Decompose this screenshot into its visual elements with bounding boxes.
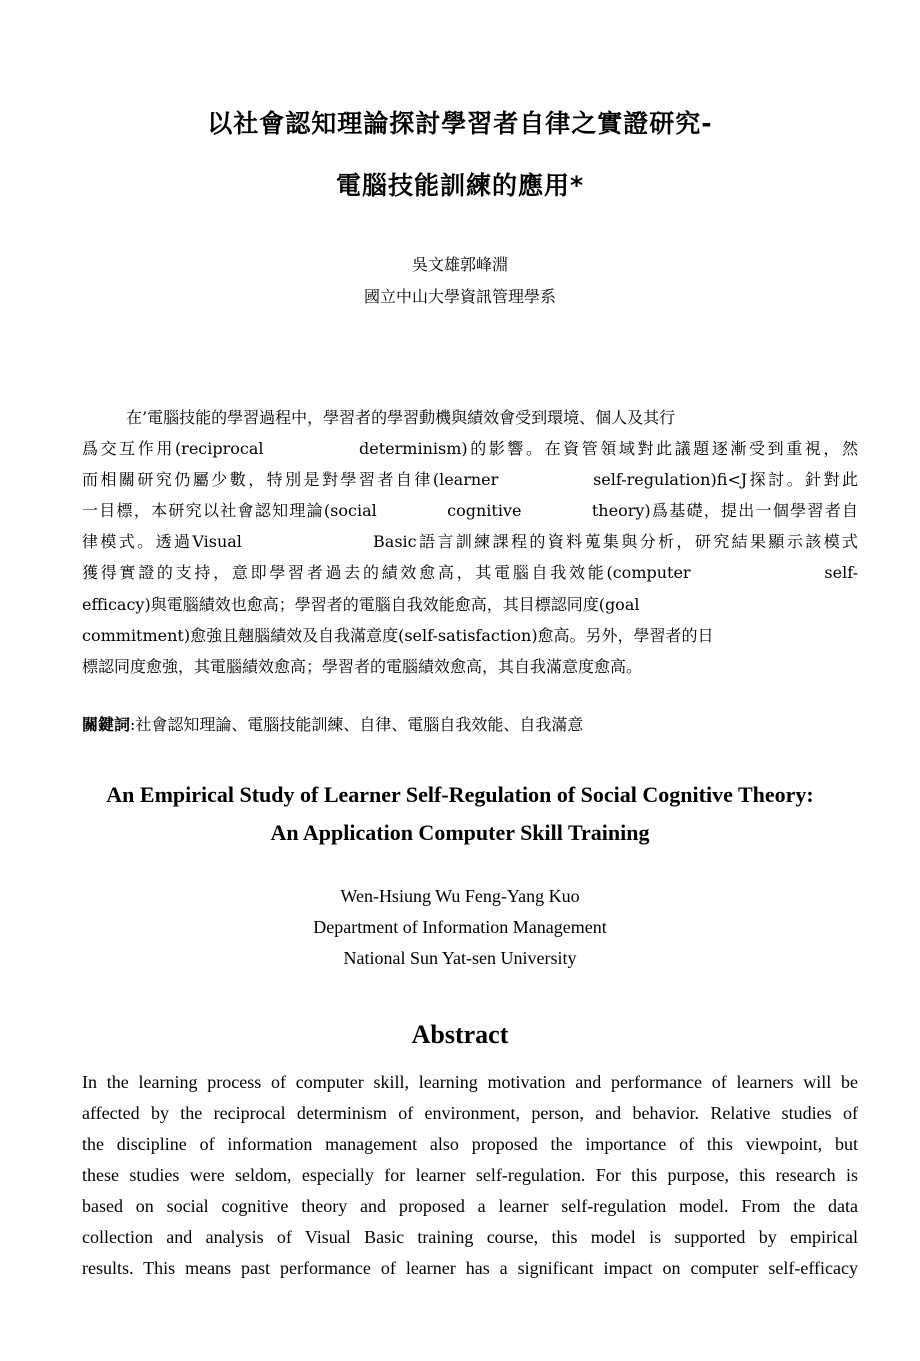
english-authors: Wen-Hsiung Wu Feng-Yang Kuo: [340, 886, 580, 906]
chinese-title-line-1: 以社會認知理論探討學習者自律之實證研究-: [207, 109, 713, 138]
english-title-line-2: An Application Computer Skill Training: [270, 820, 650, 845]
english-abstract-line: based on social cognitive theory and proposed a learner self-regulation model. From the data: [82, 1196, 858, 1216]
chinese-affiliation: 國立中山大學資訊管理學系: [363, 287, 556, 306]
english-abstract-line: these studies were seldom, especially for learner self-regulation. For this purpose, this research is: [82, 1165, 858, 1185]
english-abstract-line: In the learning process of computer skill, learning motivation and performance of learners will be: [82, 1072, 858, 1092]
chinese-abstract-line: 而相關研究仍屬少數，特別是對學習者自律(learner self-regulation)fi<J探討。針對此: [82, 470, 858, 490]
chinese-abstract-line: 一目標，本研究以社會認知理論(social cognitive theory)爲基礎，提出一個學習者自: [82, 501, 858, 521]
keywords: [82, 712, 583, 735]
chinese-abstract-line: 爲交互作用(reciprocal determinism)的影響。在資管領域對此議題逐漸受到重視，然: [82, 439, 858, 459]
english-abstract-line: results. This means past performance of learner has a significant impact on computer self-efficacy: [82, 1258, 858, 1278]
english-abstract: [82, 1067, 858, 1284]
chinese-abstract: [82, 402, 858, 682]
chinese-authors: 吳文雄郭峰淵: [411, 255, 508, 274]
english-department: Department of Information Management: [313, 917, 607, 937]
keywords-label: 關鍵詞: [82, 715, 131, 734]
chinese-abstract-line: 在’電腦技能的學習過程中，學習者的學習動機與績效會受到環境、個人及其行: [126, 408, 676, 427]
chinese-abstract-line: efficacy)與電腦績效也愈高；學習者的電腦自我效能愈高，其目標認同度(goal: [82, 594, 640, 614]
keywords-separator: :: [130, 715, 136, 734]
english-abstract-line: the discipline of information management also proposed the importance of this viewpoint, but: [82, 1134, 858, 1154]
chinese-title-line-2: 電腦技能訓練的應用*: [335, 171, 585, 200]
english-abstract-line: collection and analysis of Visual Basic training course, this model is supported by empirical: [82, 1227, 858, 1247]
keywords-terms: 社會認知理論、電腦技能訓練、自律、電腦自我效能、自我滿意: [135, 715, 584, 734]
english-title-line-1: An Empirical Study of Learner Self-Regulation of Social Cognitive Theory:: [106, 782, 814, 807]
chinese-abstract-line: 獲得實證的支持，意即學習者過去的績效愈高，其電腦自我效能(computer self-: [82, 563, 858, 583]
chinese-abstract-line: 標認同度愈強，其電腦績效愈高；學習者的電腦績效愈高，其自我滿意度愈高。: [82, 656, 643, 676]
english-abstract-line: affected by the reciprocal determinism of environment, person, and behavior. Relative studies of: [82, 1103, 858, 1123]
abstract-heading: Abstract: [411, 1020, 509, 1049]
english-university: National Sun Yat-sen University: [343, 948, 577, 968]
chinese-abstract-line: commitment)愈強且翹腦績效及自我滿意度(self-satisfaction)愈高。另外，學習者的日: [82, 625, 714, 645]
chinese-abstract-line: 律模式。透過Visual Basic語言訓練課程的資料蒐集與分析，研究結果顯示該模式: [82, 532, 858, 552]
